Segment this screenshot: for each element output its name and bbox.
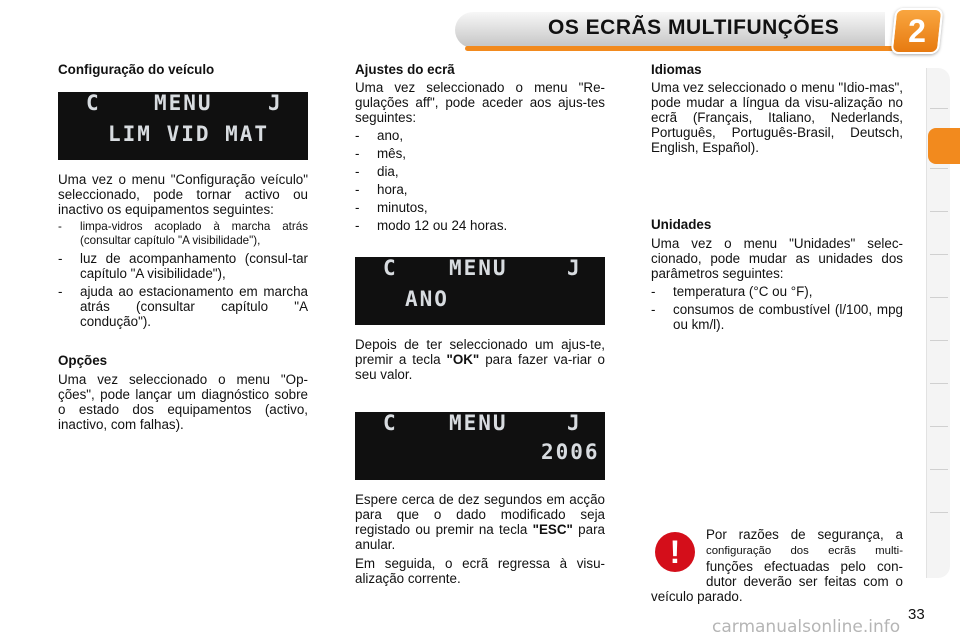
lcd-display-vehicle-config	[58, 92, 308, 160]
vehicle-config-paragraph: Uma vez o menu "Configuração veículo" seleccionado, pode tornar activo ou inactivo os equipamentos seguintes:	[58, 172, 308, 217]
lcd-line1-left: C	[383, 256, 398, 280]
wait-paragraph	[355, 492, 605, 552]
exclamation-icon: !	[655, 532, 695, 572]
list-item: - hora,	[355, 182, 605, 197]
units-paragraph: Uma vez o menu "Unidades" selec-cionado, pode mudar as unidades dos parâmetros seguintes:	[651, 236, 903, 281]
vehicle-config-list	[58, 220, 308, 248]
lcd-line1-menu: MENU	[449, 256, 508, 280]
options-paragraph: Uma vez seleccionado o menu "Op-ções", pode lançar um diagnóstico sobre o estado dos equipamentos (activo, inactivo, com falhas).	[58, 372, 308, 432]
after-select-paragraph	[355, 337, 605, 382]
list-item: - minutos,	[355, 200, 605, 215]
page-number: 33	[908, 606, 925, 623]
section-heading-units: Unidades	[651, 217, 712, 232]
lcd-line2: LIM VID MAT	[108, 122, 270, 146]
units-list	[651, 284, 903, 332]
wait-text-end: para anular.	[355, 522, 605, 552]
list-item: - dia,	[355, 164, 605, 179]
page-title: OS ECRÃS MULTIFUNÇÕES	[548, 16, 840, 39]
screen-settings-paragraph: Uma vez seleccionado o menu "Re-gulações aff", pode aceder aos ajus-tes seguintes:	[355, 80, 605, 125]
after-select-text: Depois de ter seleccionado um ajus-te, premir a tecla	[355, 337, 605, 367]
esc-key-label: "ESC"	[532, 522, 573, 537]
screen-settings-list	[355, 128, 605, 233]
ok-key-label: "OK"	[446, 352, 480, 367]
tab-divider	[930, 108, 948, 109]
section-heading-languages: Idiomas	[651, 62, 702, 77]
list-item: - modo 12 ou 24 horas.	[355, 218, 605, 233]
page-header	[0, 0, 960, 58]
lcd-line1-menu: MENU	[154, 91, 213, 115]
tab-divider	[930, 469, 948, 470]
section-heading-options: Opções	[58, 353, 108, 368]
list-item: - ano,	[355, 128, 605, 143]
lcd-line2: 2006	[541, 440, 600, 464]
tab-divider	[930, 426, 948, 427]
tab-divider	[930, 512, 948, 513]
chapter-number: 2	[908, 13, 926, 49]
final-paragraph: Em seguida, o ecrã regressa à visu-alização corrente.	[355, 556, 605, 586]
warning-text-2: configuração dos ecrãs multi-	[706, 545, 903, 557]
tab-divider	[930, 168, 948, 169]
column-languages-units	[651, 62, 903, 332]
lcd-display-2006	[355, 412, 605, 480]
warning-text-1: Por razões de segurança, a	[706, 527, 903, 542]
section-heading-screen-settings: Ajustes do ecrã	[355, 62, 455, 77]
header-accent-stripe	[465, 46, 905, 51]
list-item: - consumos de combustível (l/100, mpg ou km/l).	[651, 302, 903, 332]
after-select-text-end: para fazer va-riar o seu valor.	[355, 352, 606, 382]
list-item: - ajuda ao estacionamento em marcha atrás (consultar capítulo "A condução").	[58, 284, 308, 329]
languages-paragraph: Uma vez seleccionado o menu "Idio-mas", pode mudar a língua da visu-alização no ecrã (Français, Italiano, Nederlands, Português, Português-Brasil, Deutsch, English, Español).	[651, 80, 903, 155]
vehicle-config-list-2	[58, 251, 308, 329]
list-item: - luz de acompanhamento (consul-tar capítulo "A visibilidade"),	[58, 251, 308, 281]
lcd-line1-right: J	[567, 256, 582, 280]
watermark: carmanualsonline.info	[712, 617, 901, 637]
tab-divider	[930, 211, 948, 212]
tab-divider	[930, 254, 948, 255]
section-heading-vehicle-config: Configuração do veículo	[58, 62, 215, 77]
tab-divider	[930, 297, 948, 298]
tab-divider	[930, 340, 948, 341]
list-item: - temperatura (°C ou °F),	[651, 284, 903, 299]
column-vehicle-config	[58, 62, 308, 432]
lcd-line2: ANO	[405, 287, 449, 311]
lcd-line1-left: C	[383, 411, 398, 435]
wait-text: Espere cerca de dez segundos em acção para que o dado modificado seja registado ou premir na tecla	[355, 492, 605, 537]
tab-divider	[930, 383, 948, 384]
lcd-line1-right: J	[567, 411, 582, 435]
list-item: - mês,	[355, 146, 605, 161]
lcd-line1-right: J	[268, 91, 283, 115]
active-chapter-tab	[928, 128, 960, 164]
list-item: - limpa-vidros acoplado à marcha atrás (consultar capítulo "A visibilidade"),	[58, 220, 308, 248]
lcd-line1-left: C	[86, 91, 101, 115]
column-screen-settings	[355, 62, 605, 586]
lcd-display-year	[355, 257, 605, 325]
lcd-line1-menu: MENU	[449, 411, 508, 435]
warning-text-3: funções efectuadas pelo con-dutor deverão ser feitas com o veículo parado.	[651, 559, 903, 604]
